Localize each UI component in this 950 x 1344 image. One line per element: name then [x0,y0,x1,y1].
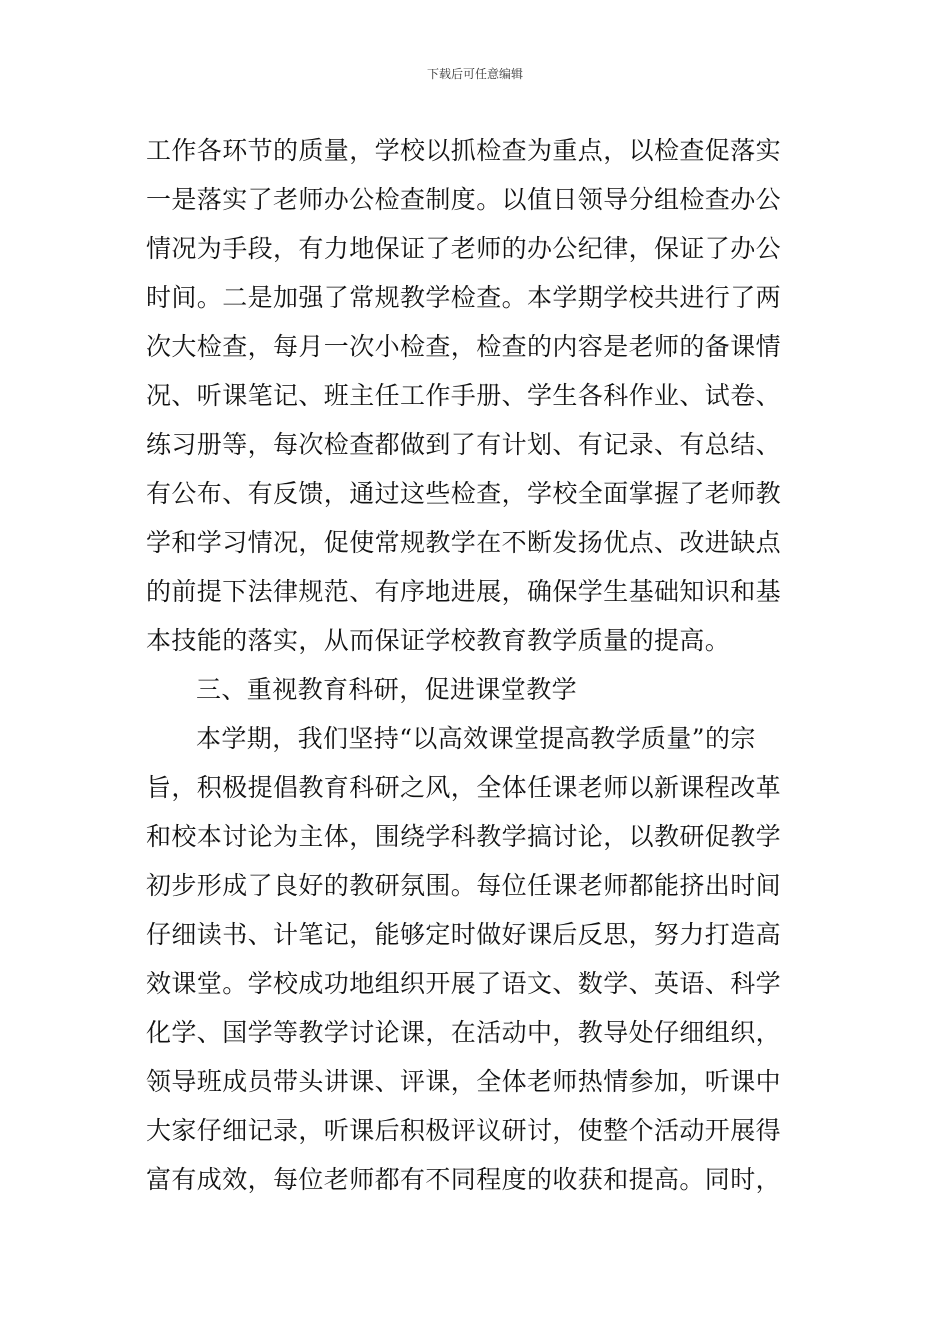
text-line: 有公布、有反馈，通过这些检查，学校全面掌握了老师教 [146,479,782,508]
text-line: 工作各环节的质量，学校以抓检查为重点，以检查促落实 [146,136,782,165]
text-line: 大家仔细记录，听课后积极评议研讨，使整个活动开展得 [146,1116,782,1145]
text-line: 情况为手段，有力地保证了老师的办公纪律，保证了办公 [146,234,782,263]
text-line: 初步形成了良好的教研氛围。每位任课老师都能挤出时间 [146,871,782,900]
text-line: 效课堂。学校成功地组织开展了语文、数学、英语、科学 [146,969,782,998]
text-line: 富有成效，每位老师都有不同程度的收获和提高。同时， [146,1165,782,1194]
text-line: 一是落实了老师办公检查制度。以值日领导分组检查办公 [146,185,782,214]
text-line: 化学、国学等教学讨论课，在活动中，教导处仔细组织， [146,1018,782,1047]
text-line: 的前提下法律规范、有序地进展，确保学生基础知识和基 [146,577,782,606]
text-line: 次大检查，每月一次小检查，检查的内容是老师的备课情 [146,332,782,361]
text-line: 和校本讨论为主体，围绕学科教学搞讨论，以教研促教学 [146,822,782,851]
text-line: 时间。二是加强了常规教学检查。本学期学校共进行了两 [146,283,782,312]
text-line: 况、听课笔记、班主任工作手册、学生各科作业、试卷、 [146,381,782,410]
text-line: 学和学习情况，促使常规教学在不断发扬优点、改进缺点 [146,528,782,557]
page-header: 下载后可任意编辑 [426,67,523,81]
text-line: 练习册等，每次检查都做到了有计划、有记录、有总结、 [146,430,782,459]
text-line: 仔细读书、计笔记，能够定时做好课后反思，努力打造高 [146,920,782,949]
text-line: 领导班成员带头讲课、评课，全体老师热情参加，听课中 [146,1067,782,1096]
text-line: 本技能的落实，从而保证学校教育教学质量的提高。 [146,626,731,655]
text-line: 旨，积极提倡教育科研之风，全体任课老师以新课程改革 [146,773,782,802]
body-text [146,126,811,1204]
text-line: 三、重视教育科研，促进课堂教学 [196,675,578,704]
text-line: 本学期，我们坚持“以高效课堂提高教学质量”的宗 [196,724,756,753]
